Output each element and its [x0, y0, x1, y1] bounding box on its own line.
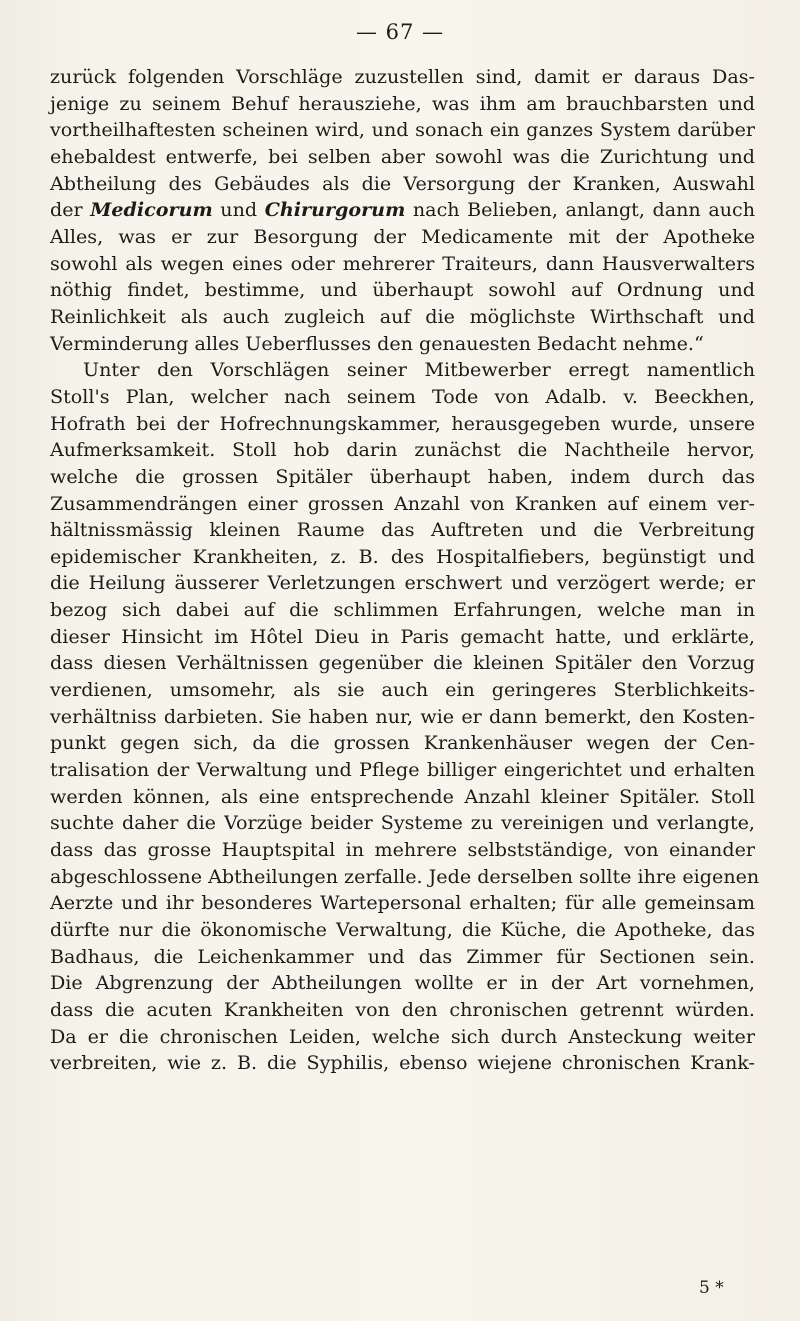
text-line: sowohl als wegen eines oder mehrerer Traiteurs, dann Hausverwalters — [50, 251, 755, 275]
text-line: dürfte nur die ökonomische Verwaltung, die Küche, die Apotheke, das — [50, 918, 755, 941]
text-run: nach Belieben, anlangt, dann auch — [405, 198, 755, 222]
text-line: jenige zu seinem Behuf herausziehe, was ihm am brauchbarsten und — [50, 91, 755, 115]
text-line: verbreiten, wie z. B. die Syphilis, ebenso wiejene chronischen Krank- — [50, 1051, 755, 1075]
text-line: Unter den Vorschlägen seiner Mitbewerber erregt namentlich — [83, 358, 755, 382]
text-line: suchte daher die Vorzüge beider Systeme zu vereinigen und verlangte, — [50, 811, 755, 835]
text-line: dass diesen Verhältnissen gegenüber die kleinen Spitäler den Vorzug — [50, 651, 755, 675]
text-line: Hofrath bei der Hofrechnungskammer, herausgegeben wurde, unsere — [50, 411, 755, 435]
text-run: und — [212, 198, 265, 222]
text-line: verdienen, umsomehr, als sie auch ein geringeres Sterblichkeits- — [50, 678, 755, 702]
text-line: dass die acuten Krankheiten von den chronischen getrennt würden. — [50, 997, 755, 1021]
text-line: Abtheilung des Gebäudes als die Versorgung der Kranken, Auswahl — [50, 171, 755, 195]
text-line: abgeschlossene Abtheilungen zerfalle. Jede derselben sollte ihre eigenen — [50, 864, 760, 888]
text-line: bezog sich dabei auf die schlimmen Erfahrungen, welche man in — [50, 598, 755, 622]
text-line: Da er die chronischen Leiden, welche sich durch Ansteckung weiter — [50, 1024, 755, 1048]
text-line: Zusammendrängen einer grossen Anzahl von Kranken auf einem ver- — [50, 491, 755, 515]
text-line: zurück folgenden Vorschläge zuzustellen sind, damit er daraus Das- — [50, 65, 755, 88]
page-number: — 67 — — [355, 20, 445, 44]
text-line: Alles, was er zur Besorgung der Medicamente mit der Apotheke — [50, 224, 755, 248]
body-text — [50, 64, 760, 1077]
text-run: der — [50, 198, 91, 222]
text-line: welche die grossen Spitäler überhaupt haben, indem durch das — [50, 464, 755, 488]
text-line: dieser Hinsicht im Hôtel Dieu in Paris gemacht hatte, und erklärte, — [50, 624, 755, 648]
text-line: hältnissmässig kleinen Raume das Auftreten und die Verbreitung — [50, 518, 755, 542]
text-line: verhältniss darbieten. Sie haben nur, wie er dann bemerkt, den Kosten- — [50, 704, 755, 728]
text-line: Aerzte und ihr besonderes Wartepersonal erhalten; für alle gemeinsam — [50, 891, 755, 915]
text-line: Verminderung alles Ueberflusses den genauesten Bedacht nehme.“ — [50, 331, 704, 355]
emphasis-medicorum: Medicorum — [90, 198, 213, 222]
text-line: tralisation der Verwaltung und Pflege billiger eingerichtet und erhalten — [50, 758, 755, 782]
text-line: Stoll's Plan, welcher nach seinem Tode von Adalb. v. Beeckhen, — [50, 384, 755, 408]
text-line: Badhaus, die Leichenkammer und das Zimmer für Sectionen sein. — [50, 944, 755, 968]
text-line: dass das grosse Hauptspital in mehrere selbstständige, von einander — [50, 838, 755, 862]
text-line: vortheilhaftesten scheinen wird, und sonach ein ganzes System darüber — [50, 118, 755, 142]
text-line: nöthig findet, bestimme, und überhaupt sowohl auf Ordnung und — [50, 278, 755, 302]
text-line: Aufmerksamkeit. Stoll hob darin zunächst die Nachtheile hervor, — [50, 438, 755, 462]
text-line: ehebaldest entwerfe, bei selben aber sowohl was die Zurichtung und — [50, 144, 755, 168]
text-line: werden können, als eine entsprechende Anzahl kleiner Spitäler. Stoll — [50, 784, 755, 808]
signature-mark: 5 * — [699, 1278, 724, 1298]
emphasis-chirurgorum: Chirurgorum — [264, 198, 406, 222]
text-line-with-emphasis — [50, 197, 755, 224]
text-line: punkt gegen sich, da die grossen Krankenhäuser wegen der Cen- — [50, 731, 755, 755]
text-line: Die Abgrenzung der Abtheilungen wollte er in der Art vornehmen, — [50, 971, 755, 995]
text-line: Reinlichkeit als auch zugleich auf die möglichste Wirthschaft und — [50, 304, 755, 328]
text-line: epidemischer Krankheiten, z. B. des Hospitalfiebers, begünstigt und — [50, 544, 755, 568]
text-line: die Heilung äusserer Verletzungen erschwert und verzögert werde; er — [50, 571, 755, 595]
